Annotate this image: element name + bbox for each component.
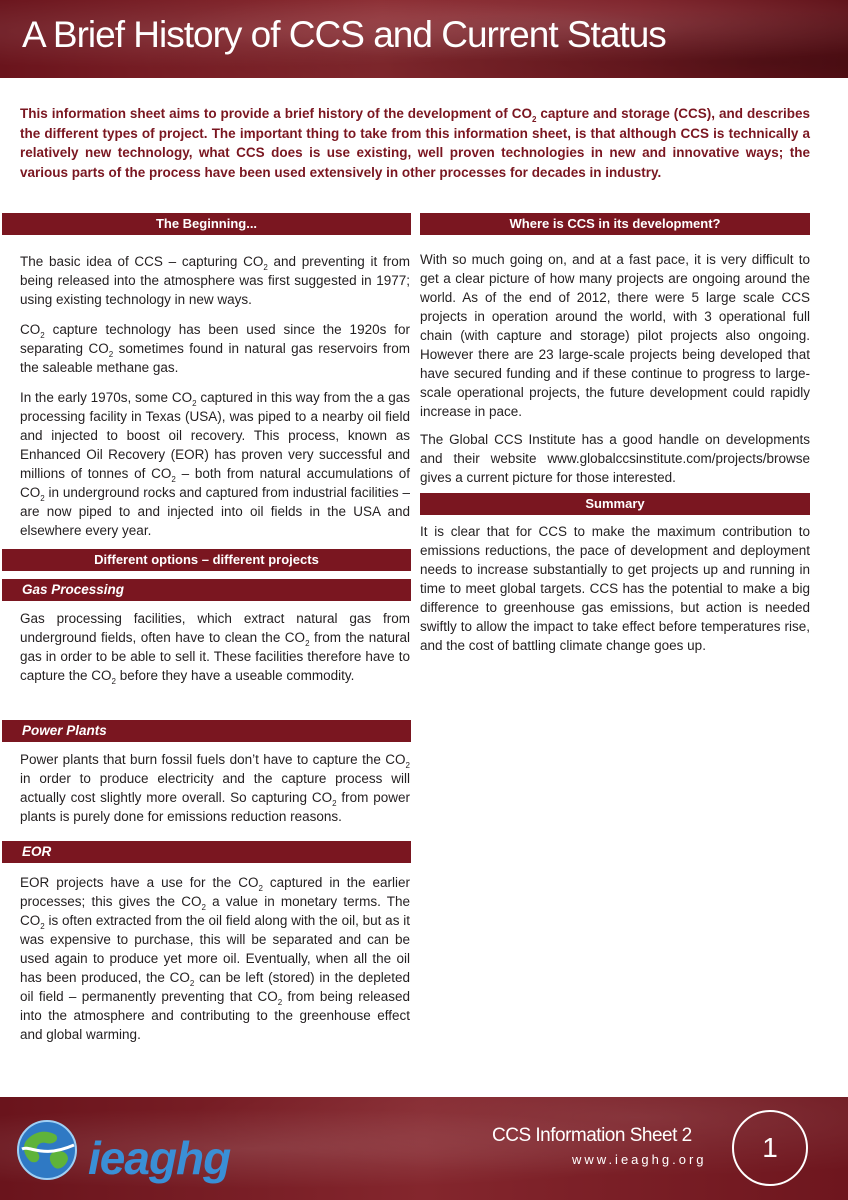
eor-paragraph: EOR projects have a use for the $CO_2$ captured in the earlier processes; this gives the $CO_2$ a value in monetary terms. The $CO_2$ is often extracted from the oil field along with the oil, but as it was expensive to purchase, this will be separated and can be used again to produce yet more oil. Eventually, when all the oil has been produced, the $CO_2$ can be left (stored) in the depleted oil field – permanently preventing that $CO_2$ from being released into the atmosphere and contributing to the greenhouse effect and global warming. bbox=[20, 875, 411, 1042]
development-paragraph-1: With so much going on, and at a fast pace, it is very difficult to get a clear picture of how many projects are ongoing around the world. As of the end of 2012, there were 5 large scale CCS projects in operation around the world, with 3 operational full chain (with capture and storage) pilot projects also ongoing. However there are 23 large-scale projects being developed that have secured funding and if these continue to progress to large-scale operational projects, the future development could rapidly increase in pace. bbox=[420, 252, 810, 419]
subheading-power-plants: Power Plants bbox=[2, 720, 411, 742]
footer-banner bbox=[0, 1097, 848, 1200]
summary-paragraph: It is clear that for CCS to make the maximum contribution to emissions reductions, the pace of development and deployment needs to increase substantially to get projects up and running in time to meet global targets. CCS has the potential to make a big difference to greenhouse gas emissions, but action is needed swiftly to allow the impact to take effect before temperatures rise, and the cost of battling climate change goes up. bbox=[420, 524, 810, 653]
section-heading-options: Different options – different projects bbox=[2, 549, 411, 571]
page-number: 1 bbox=[732, 1110, 808, 1186]
gas-processing-paragraph: Gas processing facilities, which extract natural gas from underground fields, often have to clean the $CO_2$ from the natural gas in order to be able to sell it. These facilities therefore have to capture the $CO_2$ before they have a useable commodity. bbox=[20, 611, 411, 686]
beginning-paragraph-2: $CO_2$ capture technology has been used since the 1920s for separating $CO_2$ sometimes found in natural gas reservoirs from the saleable methane gas. bbox=[20, 322, 410, 375]
section-heading-development: Where is CCS in its development? bbox=[420, 213, 810, 235]
power-plants-paragraph: Power plants that burn fossil fuels don’t have to capture the $CO_2$ in order to produce electricity and the capture process will actually cost slightly more overall. So capturing $CO_2$ from power plants is purely done for emissions reduction reasons. bbox=[20, 752, 410, 824]
intro-paragraph: This information sheet aims to provide a brief history of the development of $CO_2$ capture and storage (CCS), and describes the different types of project. The important thing to take from this information sheet, is that although CCS is technically a relatively new technology, what CCS does is use existing, well proven technologies in new and innovative ways; the various parts of the process have been used extensively in other processes for decades in industry. bbox=[20, 106, 810, 180]
subheading-gas-processing: Gas Processing bbox=[2, 579, 411, 601]
sheet-title: CCS Information Sheet 2 bbox=[492, 1125, 692, 1146]
subheading-eor: EOR bbox=[2, 841, 411, 863]
ieaghg-logo[interactable] bbox=[16, 1115, 231, 1185]
page-title: A Brief History of CCS and Current Status bbox=[22, 14, 666, 55]
header-banner bbox=[0, 0, 848, 78]
development-paragraph-2: The Global CCS Institute has a good handle on developments and their website www.globalccsinstitute.com/projects/browse gives a current picture for those interested. bbox=[420, 432, 810, 485]
globe-logo-icon bbox=[16, 1119, 78, 1181]
beginning-paragraph-3: In the early 1970s, some $CO_2$ captured in this way from the a gas processing facility in Texas (USA), was piped to a nearby oil field and injected to boost oil recovery. This process, known as Enhanced Oil Recovery (EOR) has proven very successful and millions of tonnes of $CO_2$ – both from natural accumulations of $CO_2$ in underground rocks and captured from industrial facilities – are now piped to and injected into oil fields in the USA and elsewhere every year. bbox=[20, 390, 411, 538]
website-link[interactable]: www.ieaghg.org bbox=[572, 1152, 707, 1167]
section-heading-beginning: The Beginning... bbox=[2, 213, 411, 235]
beginning-paragraph-1: The basic idea of CCS – capturing $CO_2$ and preventing it from being released into the atmosphere was first suggested in 1977; using existing technology in new ways. bbox=[20, 254, 410, 307]
section-heading-summary: Summary bbox=[420, 493, 810, 515]
logo-wordmark: ieaghg bbox=[88, 1132, 231, 1184]
